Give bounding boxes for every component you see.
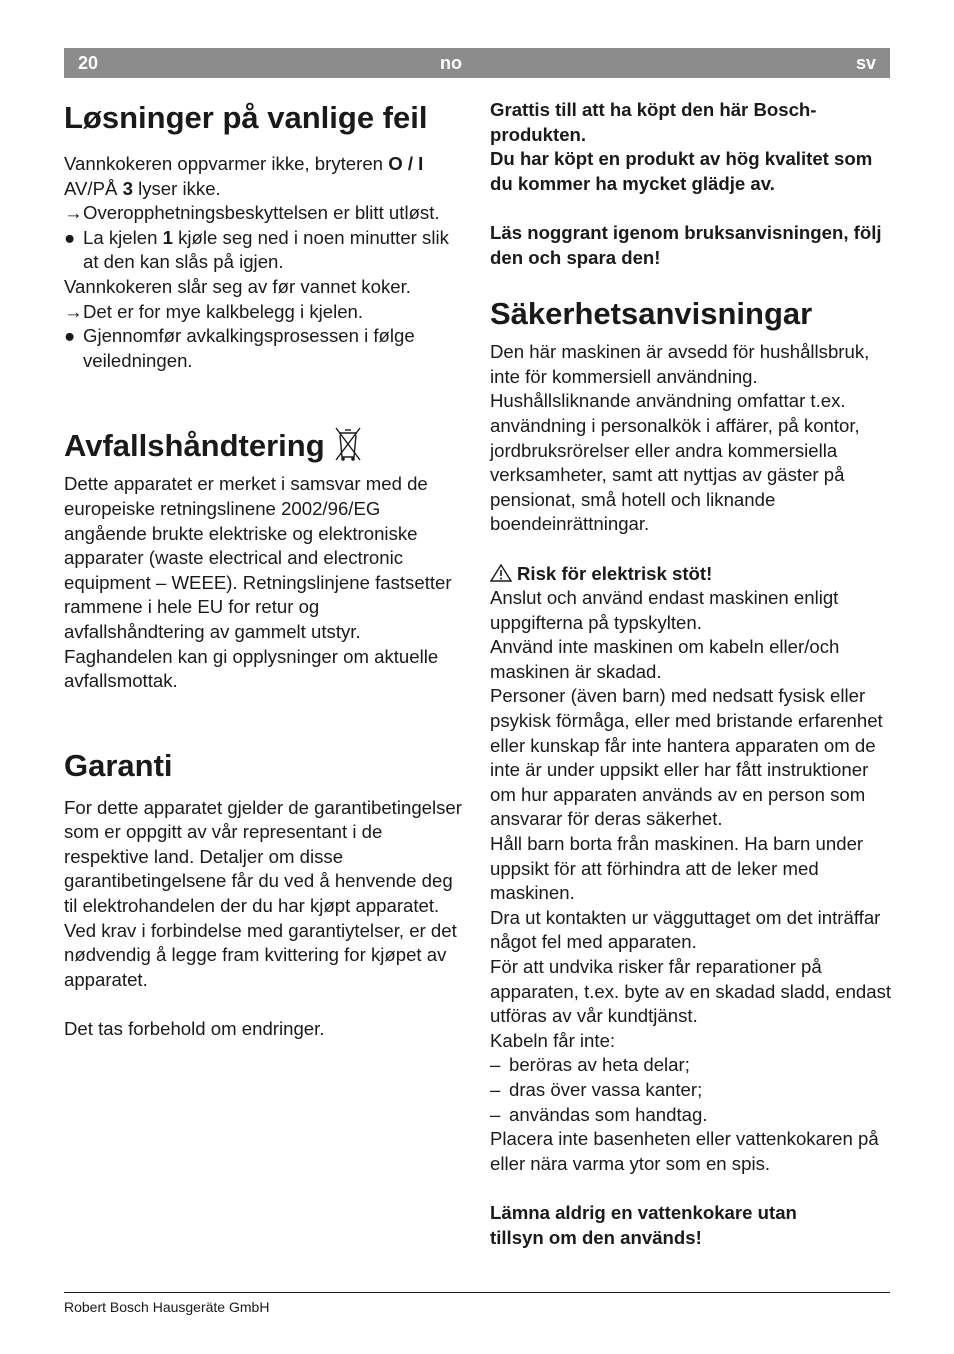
- warranty-note: Det tas forbehold om endringer.: [64, 1018, 325, 1040]
- disposal-title-text: Avfallshåndtering: [64, 428, 325, 464]
- safety-intro: Den här maskinen är avsedd för hushållsbruk, inte för kommersiell användning. Hushållsliknande användning omfattar t.ex. användning i personalkök i affärer, på kontor, jordbruksrörelser eller andra kommersiella verksamheter, samt att nyttjas av gäster på pensionat, små hotell och liknande boendeinrättningar.: [490, 341, 870, 535]
- dash-icon: –: [490, 1078, 501, 1100]
- right-column: [490, 98, 892, 1250]
- warning-heading: [490, 562, 892, 587]
- dash-item-3-text: användas som handtag.: [509, 1103, 708, 1125]
- remedy-1-text-c: kjøle seg ned i noen minutter slik at den kan slås på igjen.: [83, 226, 449, 273]
- warning-triangle-icon: [490, 564, 512, 582]
- safety-item-7: Kabeln får inte:: [490, 1029, 616, 1051]
- safety-item-5: Dra ut kontakten ur vägguttaget om det inträffar något fel med apparaten.: [490, 906, 881, 953]
- problem-1-text-c: AV/PÅ: [64, 177, 123, 199]
- safety-item-3: Personer (även barn) med nedsatt fysisk eller psykisk förmåga, eller med bristande erfarenhet eller kunskap får inte hantera apparaten om de inte är under uppsikt eller har fått instruktioner om hur apparaten används av en person som ansvarar för deras säkerhet.: [490, 685, 883, 830]
- final-warning: Lämna aldrig en vattenkokare utan tillsyn om den används!: [490, 1201, 797, 1248]
- problem-2: Vannkokeren slår seg av før vannet koker.: [64, 275, 411, 297]
- section-title-warranty: Garanti: [64, 747, 173, 783]
- dash-item-3: [490, 1103, 892, 1128]
- warning-heading-text: Risk för elektrisk stöt!: [517, 562, 713, 584]
- bullet-icon: ●: [64, 325, 76, 347]
- safety-item-1: Anslut och använd endast maskinen enligt uppgifterna på typskylten.: [490, 587, 839, 633]
- intro-congrats: Grattis till att ha köpt den här Bosch-produkten.: [490, 99, 817, 145]
- safety-item-6: För att undvika risker får reparationer på apparaten, t.ex. byte av en skadad sladd, endast utföras av vår kundtjänst.: [490, 956, 892, 1027]
- remedy-2: [64, 324, 464, 373]
- indicator-number: 3: [122, 177, 133, 199]
- left-column: [64, 98, 464, 1042]
- crossed-out-bin-icon: [333, 425, 363, 463]
- page-header-bar: [64, 48, 890, 78]
- arrow-right-icon: →: [64, 300, 83, 322]
- switch-symbol: O / I: [388, 153, 424, 174]
- problem-1-text-a: Vannkokeren oppvarmer ikke, bryteren: [64, 153, 389, 174]
- cause-1-text: Overopphetningsbeskyttelsen er blitt utløst.: [83, 202, 440, 224]
- footer-company: Robert Bosch Hausgeräte GmbH: [64, 1299, 270, 1315]
- remedy-2-text: Gjennomfør avkalkingsprosessen i følge veiledningen.: [83, 325, 415, 371]
- intro-read-manual: Läs noggrant igenom bruksanvisningen, följ den och spara den!: [490, 221, 882, 268]
- dash-icon: –: [490, 1103, 501, 1125]
- section-title-safety: Säkerhetsanvisningar: [490, 296, 813, 332]
- safety-item-8: Placera inte basenheten eller vattenkokaren på eller nära varma ytor som en spis.: [490, 1128, 879, 1174]
- bullet-icon: ●: [64, 226, 76, 248]
- intro-quality: Du har köpt en produkt av hög kvalitet som du kommer ha mycket glädje av.: [490, 148, 873, 194]
- dash-item-2-text: dras över vassa kanter;: [509, 1078, 703, 1100]
- safety-item-2: Använd inte maskinen om kabeln eller/och maskinen är skadad.: [490, 636, 840, 682]
- page-number: 20: [78, 53, 99, 73]
- warranty-text: For dette apparatet gjelder de garantibetingelser som er oppgitt av vår representant i de respektive land. Detaljer om disse garantibetingelsene får du ved å henvende deg til elektrohandelen der du har kjøpt apparatet. Ved krav i forbindelse med garantiytelser, er det nødvendig å legge fram kvittering for kjøpet av apparatet.: [64, 796, 462, 990]
- cause-2-text: Det er for mye kalkbelegg i kjelen.: [83, 300, 364, 322]
- language-label-no: no: [440, 53, 462, 73]
- dash-icon: –: [490, 1054, 501, 1076]
- footer-divider: [64, 1292, 890, 1293]
- section-title-troubleshooting: Løsninger på vanlige feil: [64, 100, 428, 135]
- dash-item-1: [490, 1053, 892, 1078]
- remedy-1: [64, 226, 464, 275]
- safety-item-4: Håll barn borta från maskinen. Ha barn under uppsikt för att förhindra att de leker med maskinen.: [490, 833, 864, 904]
- dash-item-1-text: beröras av heta delar;: [509, 1054, 690, 1076]
- cause-2: [64, 300, 464, 325]
- disposal-text: Dette apparatet er merket i samsvar med de europeiske retningslinene 2002/96/EG angående brukte elektriske og elektroniske apparater (waste electrical and electronic equipment – WEEE). Retningslinjene fastsetter rammene i hele EU for retur og avfallshåndtering av gammelt utstyr. Faghandelen kan gi opplysninger om aktuelle avfallsmottak.: [64, 473, 452, 692]
- section-title-disposal: [64, 425, 464, 466]
- kettle-number: 1: [162, 226, 173, 248]
- problem-1: [64, 152, 464, 201]
- remedy-1-text-a: La kjelen: [83, 226, 163, 248]
- problem-1-text-e: lyser ikke.: [132, 177, 221, 199]
- arrow-right-icon: →: [64, 202, 83, 224]
- cause-1: [64, 201, 464, 226]
- language-label-sv: sv: [855, 53, 876, 73]
- dash-item-2: [490, 1078, 892, 1103]
